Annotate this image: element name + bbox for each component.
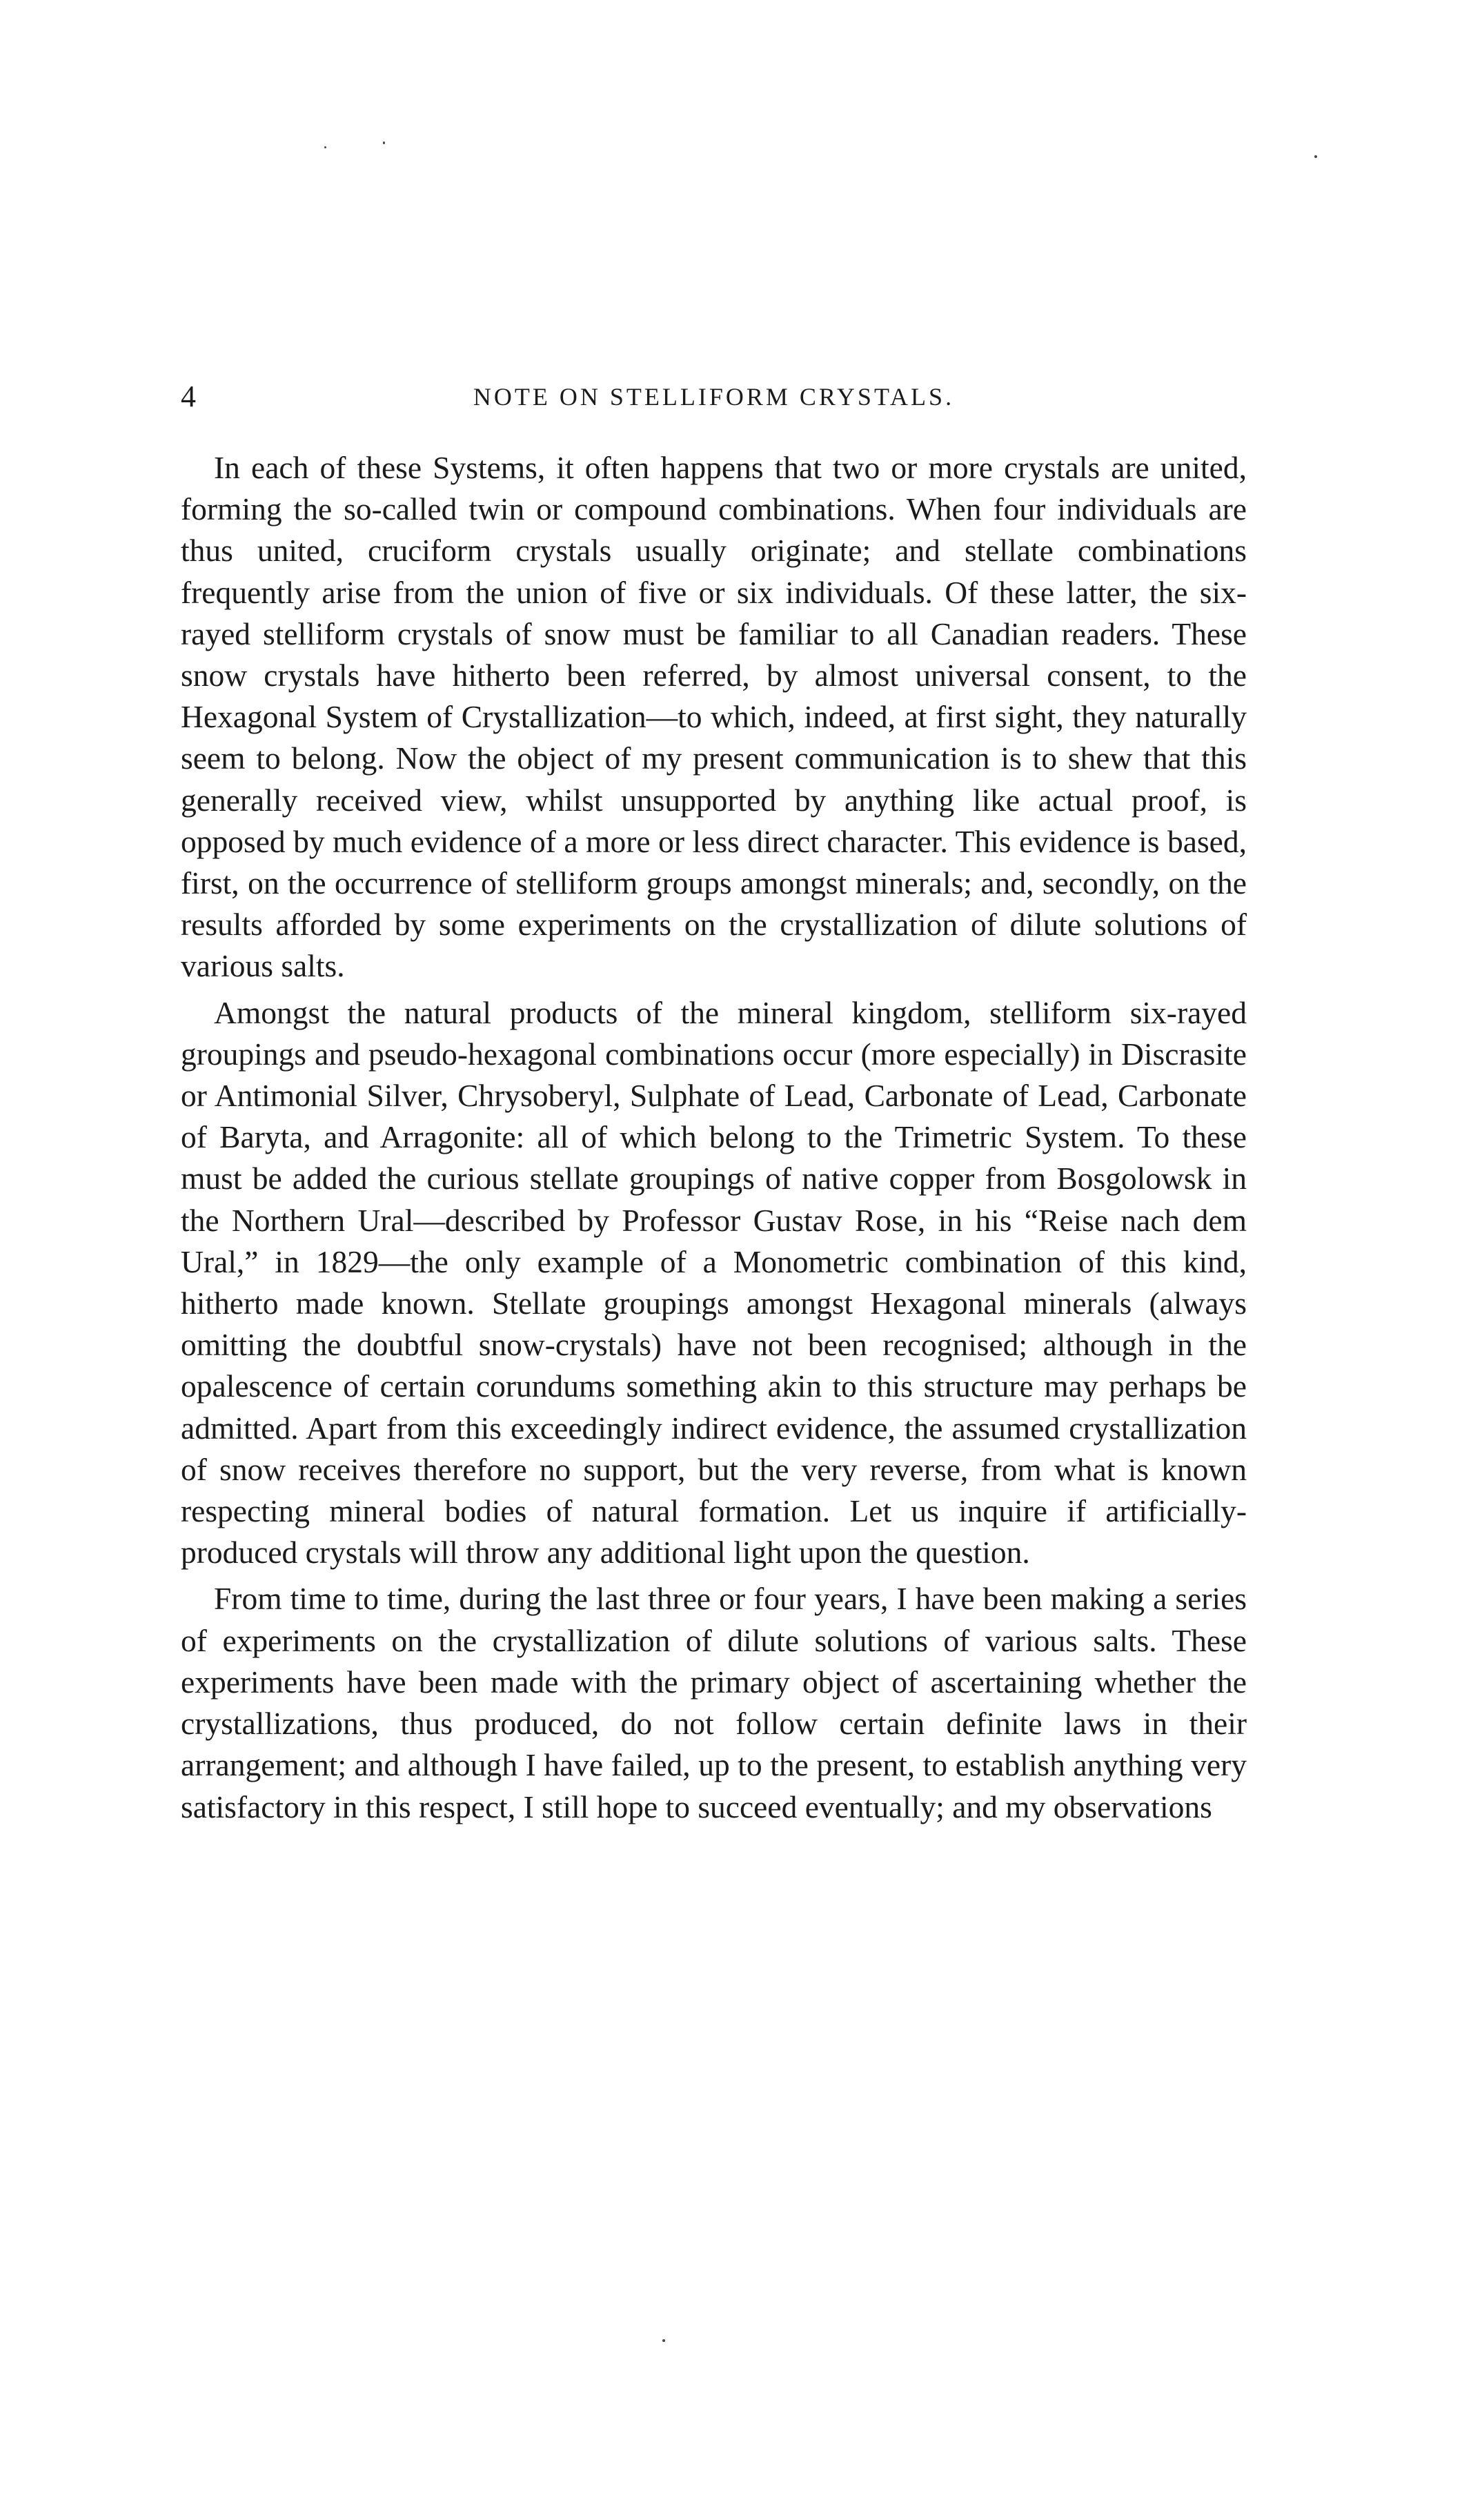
page-header xyxy=(181,376,1247,417)
running-title: NOTE ON STELLIFORM CRYSTALS. xyxy=(473,383,955,411)
print-speck xyxy=(383,141,385,144)
body-text xyxy=(181,447,1247,1833)
page-number: 4 xyxy=(181,380,196,413)
print-speck xyxy=(1314,155,1317,158)
paragraph: In each of these Systems, it often happens that two or more crystals are united, forming the so-called twin or compound combinations. When four individuals are thus united, cruciform crystals usually originate; and stellate combinations frequently arise from the union of five or six individuals. Of these latter, the six-rayed stelliform crystals of snow must be familiar to all Canadian readers. These snow crystals have hitherto been referred, by almost universal consent, to the Hexagonal System of Crystallization—to which, indeed, at first sight, they naturally seem to belong. Now the object of my present communication is to shew that this generally received view, whilst unsupported by anything like actual proof, is opposed by much evidence of a more or less direct character. This evidence is based, first, on the occurrence of stelliform groups amongst minerals; and, secondly, on the results afforded by some experiments on the crystallization of dilute solutions of various salts. xyxy=(181,450,1247,984)
paragraph: From time to time, during the last three or four years, I have been making a series of experiments on the crystallization of dilute solutions of various salts. These experiments have been made with the primary object of ascertaining whether the crystallizations, thus produced, do not follow certain definite laws in their arrangement; and although I have failed, up to the present, to establish anything very satisfactory in this respect, I still hope to succeed eventually; and my observations xyxy=(181,1581,1247,1824)
paragraph: Amongst the natural products of the mineral kingdom, stelliform six-rayed groupings and pseudo-hexagonal combinations occur (more especially) in Discrasite or Antimonial Silver, Chrysoberyl, Sulphate of Lead, Carbonate of Lead, Carbonate of Baryta, and Arragonite: all of which belong to the Trimetric System. To these must be added the curious stellate groupings of native copper from Bosgolowsk in the Northern Ural—described by Professor Gustav Rose, in his “Reise nach dem Ural,” in 1829—the only example of a Monometric combination of this kind, hitherto made known. Stellate groupings amongst Hexagonal minerals (always omitting the doubtful snow-crystals) have not been recognised; although in the opalescence of certain corundums something akin to this structure may perhaps be admitted. Apart from this exceedingly indirect evidence, the assumed crystallization of snow receives therefore no support, but the very reverse, from what is known respecting mineral bodies of natural formation. Let us inquire if artificially-produced crystals will throw any additional light upon the question. xyxy=(181,994,1247,1571)
print-speck xyxy=(324,146,326,148)
print-speck xyxy=(662,2339,665,2342)
